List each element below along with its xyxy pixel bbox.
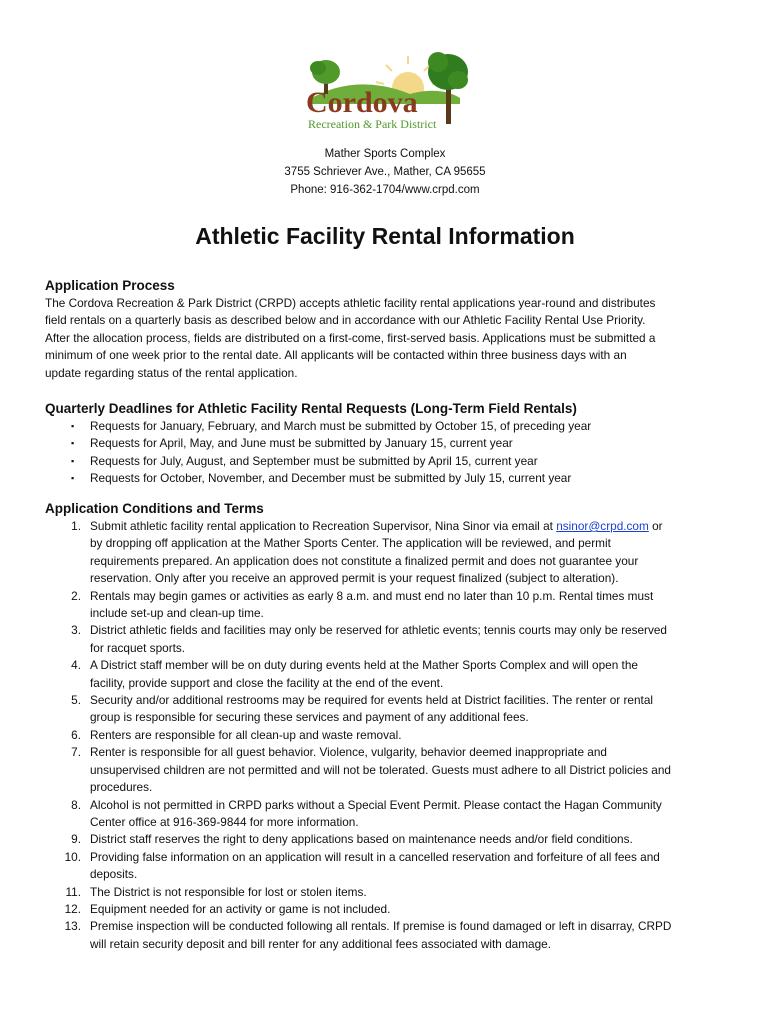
text-line: Equipment needed for an activity or game is not included. (90, 901, 391, 916)
list-item (45, 657, 730, 692)
text-line: District staff reserves the right to deny applications based on maintenance needs and/or field conditions. (90, 832, 633, 847)
text-line: by dropping off application at the Mather Sports Center. The application will be reviewed, and permit (90, 536, 611, 551)
logo-subtitle: Recreation & Park District (308, 117, 437, 131)
list-item (45, 797, 730, 832)
facility-name: Mather Sports Complex (324, 148, 446, 160)
list-item: ▪ Requests for April, May, and June must be submitted by January 15, current year (45, 435, 730, 452)
list-item (45, 622, 730, 657)
item-number: 2. (71, 588, 81, 603)
list-item: ▪ Requests for October, November, and December must be submitted by July 15, current year (45, 470, 730, 487)
item-number: 8. (71, 797, 81, 812)
text-line: Premise inspection will be conducted following all rentals. If premise is found damaged or left in disarray, CRPD (90, 919, 672, 934)
page-title: Athletic Facility Rental Information (195, 223, 575, 249)
logo-name: Cordova (306, 86, 418, 119)
text-line: Renters are responsible for all clean-up and waste removal. (90, 727, 402, 742)
list-item (45, 692, 730, 727)
list-item (45, 884, 730, 901)
text-line: update regarding status of the rental application. (45, 365, 298, 380)
text-line: facility, provide support and close the facility at the end of the event. (90, 675, 444, 690)
text-line: unsupervised children are not permitted and will not be tolerated. Guests must adhere to all District policies and (90, 762, 671, 777)
item-number: 5. (71, 693, 81, 708)
list-item: ▪ Requests for July, August, and September must be submitted by April 15, current year (45, 453, 730, 470)
address-block (0, 145, 770, 199)
section-heading: Quarterly Deadlines for Athletic Facility Rental Requests (Long-Term Field Rentals) (45, 401, 577, 416)
deadline-list (45, 418, 730, 488)
bullet-icon: ▪ (71, 421, 75, 431)
item-number: 12. (64, 901, 81, 916)
conditions-section (45, 500, 730, 953)
item-number: 3. (71, 623, 81, 638)
text-line: for racquet sports. (90, 640, 186, 655)
list-item (45, 518, 730, 588)
item-number: 4. (71, 658, 81, 673)
item-number: 7. (71, 745, 81, 760)
text-line: Alcohol is not permitted in CRPD parks without a Special Event Permit. Please contact the Hagan Community (90, 797, 662, 812)
list-item (45, 588, 730, 623)
text-line: field rentals on a quarterly basis as described below and in accordance with our Athletic Facility Rental Use Priority. (45, 313, 646, 328)
street-address: 3755 Schriever Ave., Mather, CA 95655 (284, 166, 486, 178)
application-process-text (45, 295, 730, 382)
text-line: requirements prepared. An application does not constitute a finalized permit and does not guarantee your (90, 553, 639, 568)
text-line: A District staff member will be on duty during events held at the Mather Sports Complex and will open the (90, 658, 638, 673)
section-heading: Application Process (45, 278, 175, 293)
text-line: Providing false information on an application will result in a cancelled reservation and forfeiture of all fees and (90, 849, 660, 864)
text-line: Security and/or additional restrooms may be required for events held at District facilities. The renter or rental (90, 693, 654, 708)
item-number: 13. (64, 919, 81, 934)
text-line: The Cordova Recreation & Park District (CRPD) accepts athletic facility rental applications year-round and distributes (45, 296, 656, 310)
text-line: The District is not responsible for lost or stolen items. (90, 884, 367, 899)
text-line: group is responsible for securing these services and payment of any additional fees. (90, 710, 529, 725)
bullet-icon: ▪ (71, 438, 75, 449)
text-line: Renter is responsible for all guest behavior. Violence, vulgarity, behavior deemed inappropriate and (90, 745, 607, 760)
cordova-logo (300, 44, 472, 136)
bullet-icon: ▪ (71, 473, 75, 484)
text-line: District athletic fields and facilities may only be reserved for athletic events; tennis courts may only be reserved (90, 623, 667, 638)
text-line: Submit athletic facility rental application to Recreation Supervisor, Nina Sinor via email at nsinor@crpd.com or (90, 519, 663, 533)
text-line: procedures. (90, 780, 153, 795)
item-number: 9. (71, 832, 81, 847)
item-number: 6. (71, 727, 81, 742)
deadlines-section (45, 400, 730, 488)
text-line: Rentals may begin games or activities as early 8 a.m. and must end no later than 10 p.m. Rental times must (90, 588, 654, 603)
phone-website: Phone: 916-362-1704/www.crpd.com (290, 184, 480, 196)
application-process-section (45, 277, 730, 382)
bullet-icon: ▪ (71, 455, 75, 466)
item-number: 10. (64, 849, 81, 864)
item-number: 11. (65, 884, 81, 899)
text-line: will retain security deposit and bill renter for any additional fees associated with damage. (90, 936, 551, 951)
item-number: 1. (71, 519, 81, 533)
text-line: deposits. (90, 867, 138, 882)
text-line: minimum of one week prior to the rental date. All applicants will be contacted within three business days with an (45, 348, 627, 363)
list-item: ▪ Requests for January, February, and March must be submitted by October 15, of preceding year (45, 418, 730, 435)
conditions-list (45, 518, 730, 953)
text-line: include set-up and clean-up time. (90, 606, 264, 621)
tree-icon (428, 52, 468, 124)
section-heading: Application Conditions and Terms (45, 501, 264, 516)
list-item (45, 831, 730, 848)
list-item (45, 918, 730, 953)
list-item (45, 901, 730, 918)
text-line: reservation. Only after you receive an approved permit is your request finalized (subject to alteration). (90, 571, 619, 586)
list-item (45, 744, 730, 796)
list-item (45, 727, 730, 744)
text-line: After the allocation process, fields are distributed on a first-come, first-served basis. Applications must be submitted a (45, 330, 656, 345)
list-item (45, 849, 730, 884)
text-line: Center office at 916-369-9844 for more information. (90, 814, 359, 829)
email-link[interactable]: nsinor@crpd.com (556, 519, 649, 533)
